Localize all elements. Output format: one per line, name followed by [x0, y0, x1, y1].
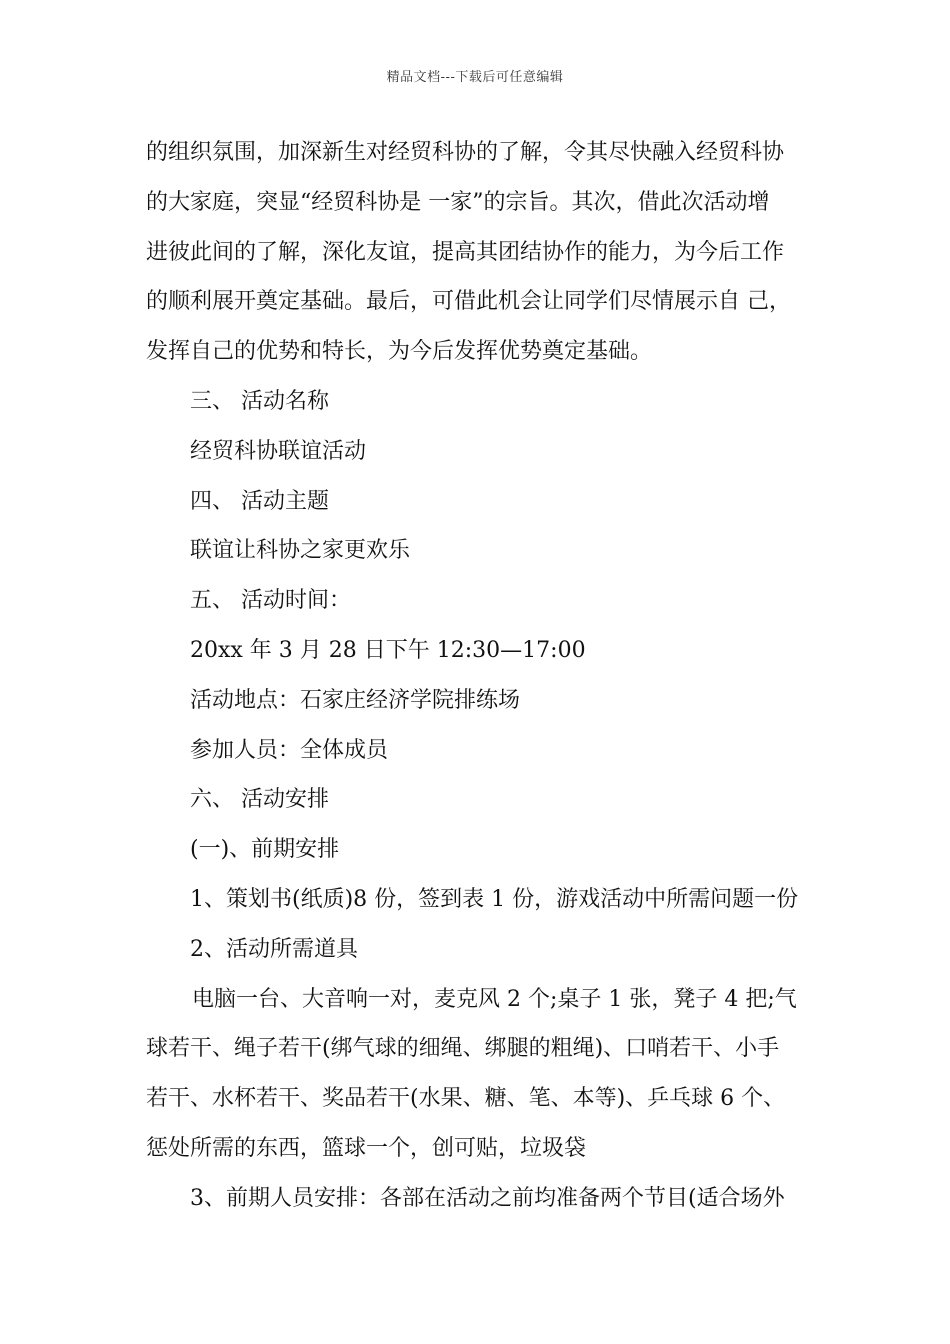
intro-line-5: 发挥自己的优势和特长，为今后发挥优势奠定基础。	[146, 339, 653, 365]
section-5-heading: 五、 活动时间：	[190, 588, 351, 614]
item-2-heading: 2、活动所需道具	[190, 936, 358, 962]
intro-line-2: 的大家庭，突显“经贸科协是 一家”的宗旨。其次，借此次活动增	[146, 189, 770, 215]
section-3-heading: 三、 活动名称	[190, 388, 329, 414]
section-3-content: 经贸科协联谊活动	[190, 438, 367, 464]
item-1: 1、策划书(纸质)8 份，签到表 1 份，游戏活动中所需问题一份	[190, 886, 799, 912]
section-4-heading: 四、 活动主题	[190, 488, 329, 514]
document-body	[146, 128, 816, 1224]
item-2-line-1: 电脑一台、大音响一对，麦克风 2 个;桌子 1 张，凳子 4 把;气	[192, 986, 797, 1012]
activity-location: 活动地点：石家庄经济学院排练场	[190, 687, 521, 713]
section-6-heading: 六、 活动安排	[190, 787, 329, 813]
intro-line-1: 的组织氛围，加深新生对经贸科协的了解，令其尽快融入经贸科协	[146, 140, 785, 165]
activity-participants: 参加人员：全体成员	[190, 737, 389, 763]
item-2-line-2: 球若干、绳子若干(绑气球的细绳、绑腿的粗绳)、口哨若干、小手	[146, 1036, 780, 1062]
item-3: 3、前期人员安排：各部在活动之前均准备两个节目(适合场外	[190, 1185, 785, 1211]
subsection-1-heading: (一)、前期安排	[190, 837, 340, 863]
intro-line-4: 的顺利展开奠定基础。最后，可借此机会让同学们尽情展示自 己，	[146, 289, 791, 315]
item-2-line-4: 惩处所需的东西，篮球一个，创可贴，垃圾袋	[146, 1135, 587, 1161]
page-header: 精品文档---下载后可任意编辑	[386, 70, 564, 85]
activity-time: 20xx 年 3 月 28 日下午 12:30—17:00	[190, 637, 586, 663]
intro-line-3: 进彼此间的了解，深化友谊，提高其团结协作的能力，为今后工作	[146, 239, 785, 265]
section-4-content: 联谊让科协之家更欢乐	[190, 538, 411, 564]
item-2-line-3: 若干、水杯若干、奖品若干(水果、糖、笔、本等)、乒乓球 6 个、	[146, 1086, 786, 1112]
